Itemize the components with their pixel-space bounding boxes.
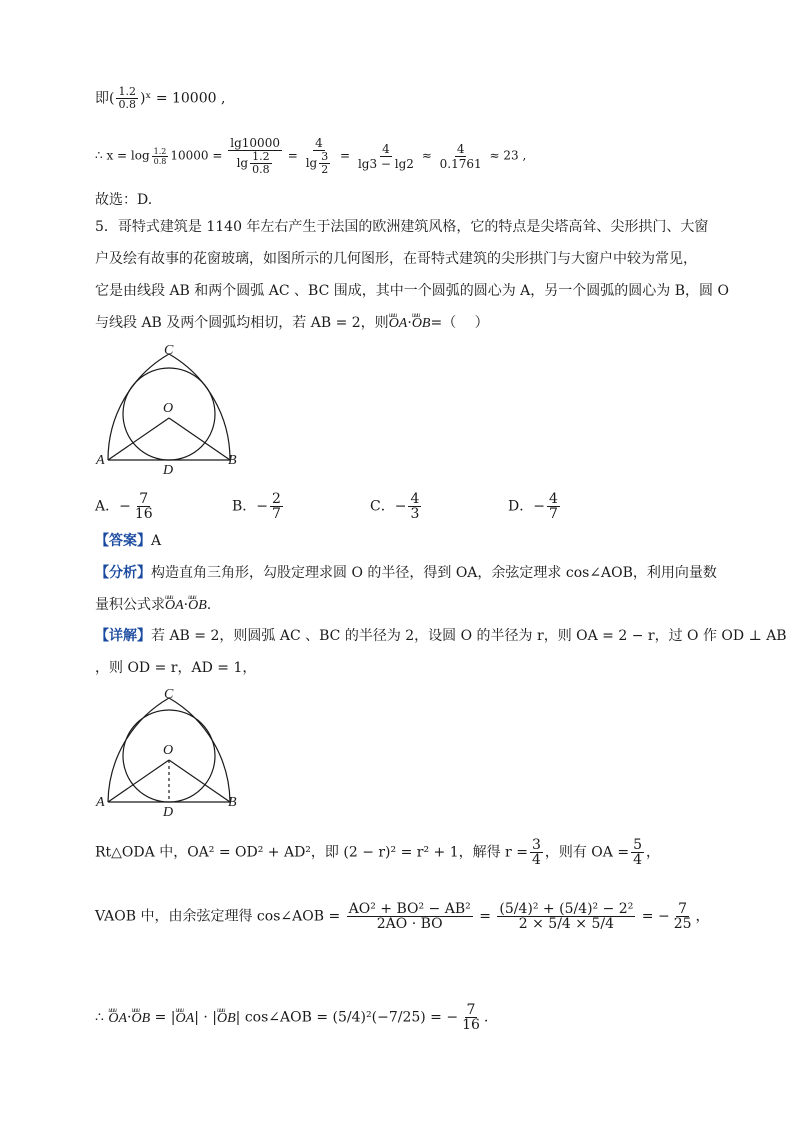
question-line-3: 它是由线段 AB 和两个圆弧 AC 、BC 围成，其中一个圆弧的圆心为 A，另一个圆弧的圆心为 B，圆 O: [95, 283, 729, 299]
prev-choose: 故选：D.: [95, 192, 153, 208]
option-c[interactable]: C．− $\frac{4}{3}$: [370, 491, 420, 522]
arc-ac: [108, 698, 169, 802]
arc-ac: [108, 354, 169, 460]
segment-ob: [169, 760, 230, 802]
label-o: O: [163, 743, 174, 758]
arc-bc: [169, 354, 230, 460]
label-c: C: [164, 343, 174, 358]
label-d: D: [163, 805, 174, 820]
question-line-2: 户及绘有故事的花窗玻璃，如图所示的几何图形，在哥特式建筑的尖形拱门与大窗户中较为常见，: [95, 251, 697, 267]
option-a[interactable]: A．− $\frac{7}{16}$: [95, 491, 153, 522]
cosine-line: VAOB 中，由余弦定理得 cos∠AOB = $\frac{\text{AO² + BO² − AB²}}{2AO \cdot BO}$ = $\frac{\text{(5/4)² + (5/4)² − 2²}}{2 \times 5/4 \times 5/4}$ = − $\frac{7}{25}$ ，: [95, 901, 710, 932]
label-c: C: [164, 687, 174, 702]
question-line-4: 与线段 AB 及两个圆弧均相切，若 AB = 2，则uuu OA·uuu OB=（ ）: [95, 313, 489, 334]
prev-line-2: ∴ x = log $\frac{1.2}{0.8}$ 10000 = lg10000 lg $\frac{1.2}{0.8}$ = 4 lg $\frac{3}{2}$ = $\frac{4}{\lg 3 - \lg 2}$ ≈ $\frac{4}{0.1761}$ ≈ 23 ,: [95, 136, 527, 176]
rt-triangle-line: Rt△ODA 中，OA² = OD² + AD²，即 (2 − r)² = r² + 1，解得 r = $\frac{3}{4}$ ，则有 OA = $\frac{5}{4}$ ，: [95, 837, 660, 868]
detail-line-1: 【详解】若 AB = 2，则圆弧 AC 、BC 的半径为 2，设圆 O 的半径为 r，则 OA = 2 − r，过 O 作 OD ⊥ AB: [95, 628, 787, 644]
question-line-1: 5．哥特式建筑是 1140 年左右产生于法国的欧洲建筑风格，它的特点是尖塔高耸、尖形拱门、大窗: [95, 219, 709, 235]
label-a: A: [96, 795, 105, 810]
label-o: O: [163, 401, 174, 416]
final-line: ∴ uuu OA·uuu OB = |uuu OA| · |uuu OB| cos∠AOB = (5/4)²(−7/25) = − $\frac{7}{16}$ .: [95, 1003, 488, 1032]
answer: 【答案】A: [95, 533, 162, 549]
segment-oa: [108, 418, 169, 460]
option-d[interactable]: D．− $\frac{4}{7}$: [508, 491, 558, 522]
gothic-arch-figure-detail: [90, 686, 250, 826]
analysis-line-1: 【分析】构造直角三角形，勾股定理求圆 O 的半径，得到 OA，余弦定理求 cos∠AOB，利用向量数: [95, 565, 717, 581]
detail-line-2: ，则 OD = r，AD = 1，: [95, 660, 257, 676]
label-b: B: [228, 453, 237, 468]
arc-bc: [169, 698, 230, 802]
label-d: D: [163, 463, 174, 478]
label-b: B: [228, 795, 237, 810]
segment-oa: [108, 760, 169, 802]
segment-ob: [169, 418, 230, 460]
option-b[interactable]: B．− $\frac{2}{7}$: [232, 491, 281, 522]
gothic-arch-figure: [90, 340, 250, 480]
prev-line-1: 即( $\frac{1.2}{0.8}$ )ˣ = 10000 ,: [95, 85, 226, 111]
label-a: A: [96, 453, 105, 468]
analysis-line-2: 量积公式求uuu OA·uuu OB.: [95, 595, 211, 616]
